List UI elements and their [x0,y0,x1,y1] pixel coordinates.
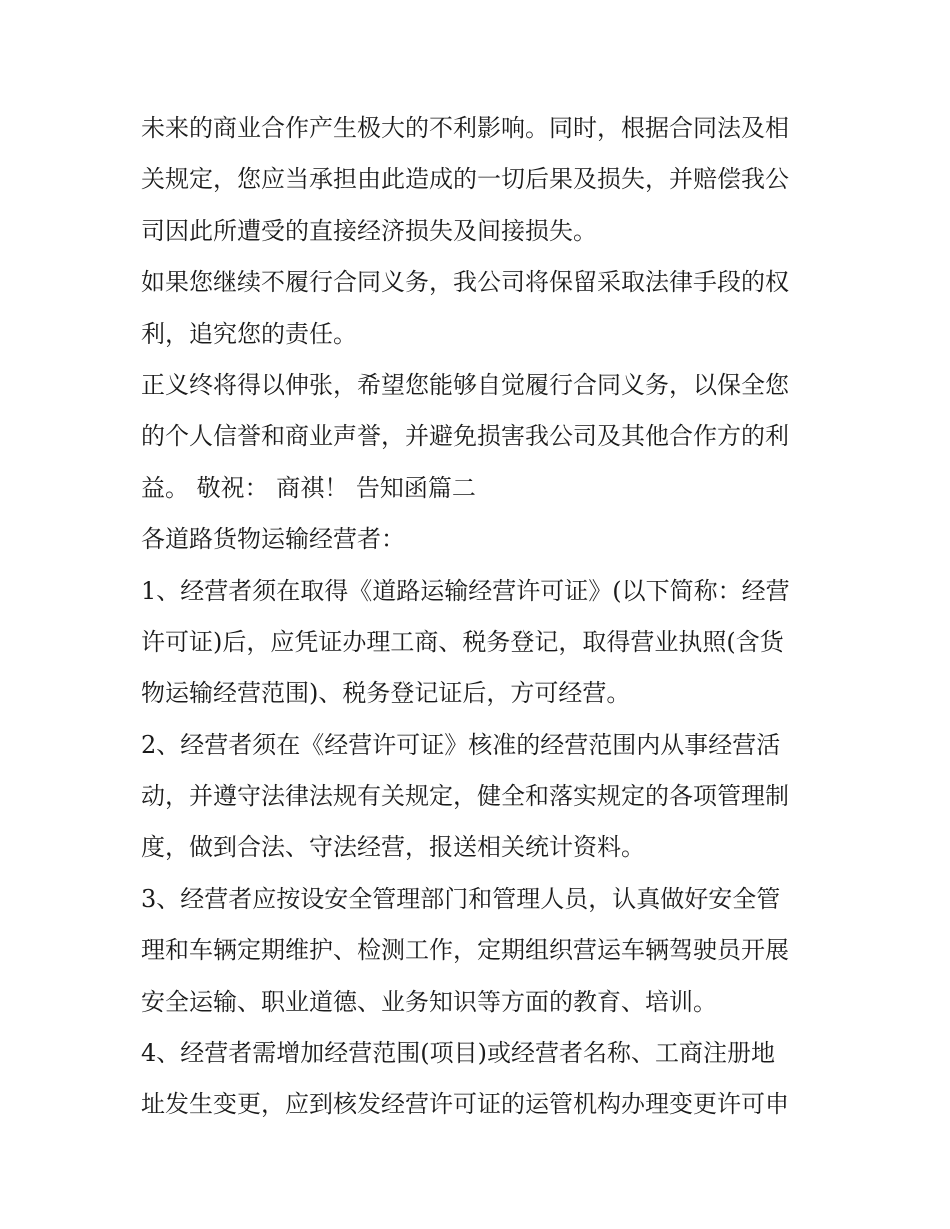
text-line: 益。 敬祝： 商祺！ 告知函篇二 [141,473,476,502]
paragraph-legal-warning [141,257,821,360]
text-line: 4、经营者需增加经营范围(项目)或经营者名称、工商注册地 [141,1039,775,1068]
document-body [141,103,821,1131]
text-line: 许可证)后，应凭证办理工商、税务登记，取得营业执照(含货 [141,627,784,656]
paragraph-consequences [141,103,821,257]
list-item-4 [141,1028,821,1131]
text-line: 理和车辆定期维护、检测工作，定期组织营运车辆驾驶员开展 [141,936,789,965]
text-line: 如果您继续不履行合同义务，我公司将保留采取法律手段的权 [141,268,789,297]
text-line: 安全运输、职业道德、业务知识等方面的教育、培训。 [141,987,717,1016]
list-item-2 [141,720,821,874]
text-line: 物运输经营范围)、税务登记证后，方可经营。 [141,679,631,708]
text-line: 的个人信誉和商业声誉，并避免损害我公司及其他合作方的利 [141,422,789,451]
text-line: 3、经营者应按设安全管理部门和管理人员，认真做好安全管 [141,884,781,913]
paragraph-salutation [141,514,821,565]
text-line: 未来的商业合作产生极大的不利影响。同时，根据合同法及相 [141,114,789,142]
text-line: 利，追究您的责任。 [141,319,357,348]
text-line: 址发生变更，应到核发经营许可证的运管机构办理变更许可申 [141,1090,789,1119]
text-line: 动，并遵守法律法规有关规定，健全和落实规定的各项管理制 [141,782,789,811]
text-line: 1、经营者须在取得《道路运输经营许可证》(以下简称：经营 [141,576,790,605]
text-line: 关规定，您应当承担由此造成的一切后果及损失，并赔偿我公 [141,165,789,194]
text-line: 2、经营者须在《经营许可证》核准的经营范围内从事经营活 [141,730,781,759]
list-item-3 [141,874,821,1028]
list-item-1 [141,566,821,720]
text-line: 司因此所遭受的直接经济损失及间接损失。 [141,216,597,245]
text-line: 度，做到合法、守法经营，报送相关统计资料。 [141,833,645,862]
paragraph-closing [141,360,821,514]
text-line: 各道路货物运输经营者： [141,525,405,554]
text-line: 正义终将得以伸张，希望您能够自觉履行合同义务，以保全您 [141,370,789,399]
